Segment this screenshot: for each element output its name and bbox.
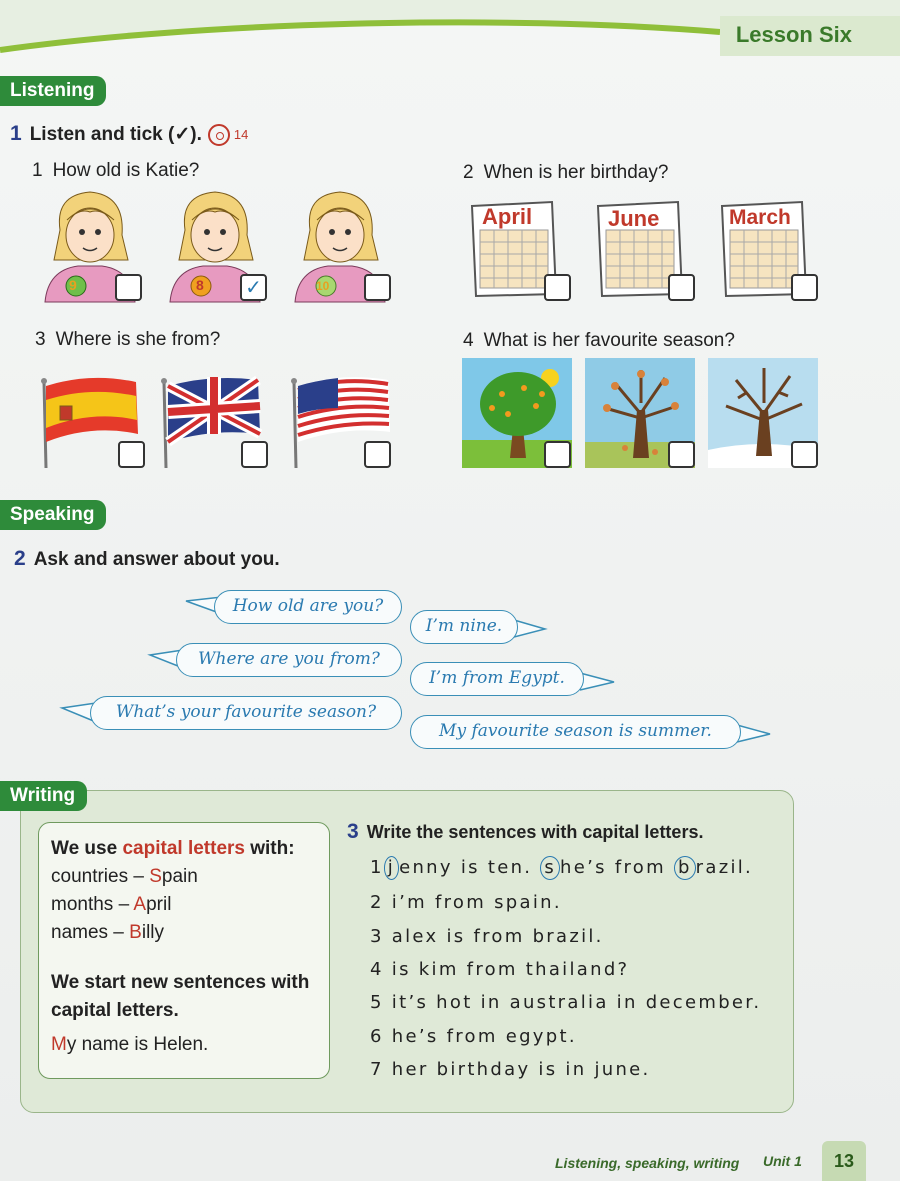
question-text: How old is Katie? (52, 160, 200, 181)
exercise-instruction: Write the sentences with capital letters. (366, 822, 704, 842)
answer-bubble-from: I’m from Egypt. (410, 662, 584, 696)
tickbox-q1-age-8[interactable]: ✓ (240, 274, 267, 301)
exercise-instruction: Ask and answer about you. (33, 549, 280, 570)
sentence-1-example: 1 j enny is ten. s he’s from b razil. (370, 857, 754, 878)
question-text: Where is she from? (55, 329, 221, 350)
sentence-6[interactable]: 6 he’s from egypt. (370, 1026, 577, 1047)
question-number: 1 (32, 160, 43, 181)
rule-example-countries: countries – Spain (51, 866, 198, 887)
page-number: 13 (822, 1141, 866, 1181)
answer-bubble-season: My favourite season is summer. (410, 715, 741, 749)
lesson-title: Lesson Six (735, 22, 852, 47)
capital-letters-rule-box (38, 822, 330, 1079)
age-number-9: 9 (69, 277, 77, 293)
age-number-10: 10 (316, 279, 330, 293)
track-number: 14 (233, 127, 249, 143)
exercise-instruction: Listen and tick (✓). (29, 124, 202, 145)
exercise-number: 1 (10, 122, 22, 145)
question-bubble-age: How old are you? (214, 590, 402, 624)
exercise-number: 3 (347, 820, 359, 843)
question-number: 4 (463, 330, 474, 351)
question-number: 3 (35, 329, 46, 350)
circled-letter: s (540, 856, 560, 880)
footer-unit-label: Unit 1 (763, 1153, 802, 1169)
answer-bubble-age: I’m nine. (410, 610, 518, 644)
exercise-number: 2 (14, 547, 26, 570)
rule-example-sentence: My name is Helen. (51, 1034, 209, 1055)
speaking-tag: Speaking (0, 500, 106, 530)
question-bubble-from: Where are you from? (176, 643, 402, 677)
rule-example-months: months – April (51, 894, 172, 915)
calendar-month-june: June (608, 206, 660, 231)
rule-sentences-line2: capital letters. (51, 1000, 179, 1021)
sentence-7[interactable]: 7 her birthday is in june. (370, 1059, 651, 1080)
question-text: When is her birthday? (483, 162, 669, 183)
listening-tag: Listening (0, 76, 106, 106)
sentence-2[interactable]: 2 i’m from spain. (370, 892, 562, 913)
question-text: What is her favourite season? (483, 330, 735, 351)
rule-example-names: names – Billy (51, 922, 165, 943)
circled-letter: b (674, 856, 696, 880)
sentence-4[interactable]: 4 is kim from thailand? (370, 959, 630, 980)
rule-heading: We use capital letters with: (51, 838, 295, 859)
rule-sentences-line1: We start new sentences with (51, 972, 310, 993)
exercise-3-heading (347, 820, 703, 844)
question-number: 2 (463, 162, 474, 183)
calendar-month-march: March (729, 206, 791, 229)
calendar-month-april: April (482, 204, 533, 229)
sentence-5[interactable]: 5 it’s hot in australia in december. (370, 992, 762, 1013)
age-number-8: 8 (196, 277, 204, 293)
sentence-3[interactable]: 3 alex is from brazil. (370, 926, 604, 947)
circled-letter: j (384, 856, 399, 880)
footer-section-label: Listening, speaking, writing (555, 1155, 740, 1171)
writing-tag: Writing (0, 781, 87, 811)
question-bubble-season: What’s your favourite season? (90, 696, 402, 730)
